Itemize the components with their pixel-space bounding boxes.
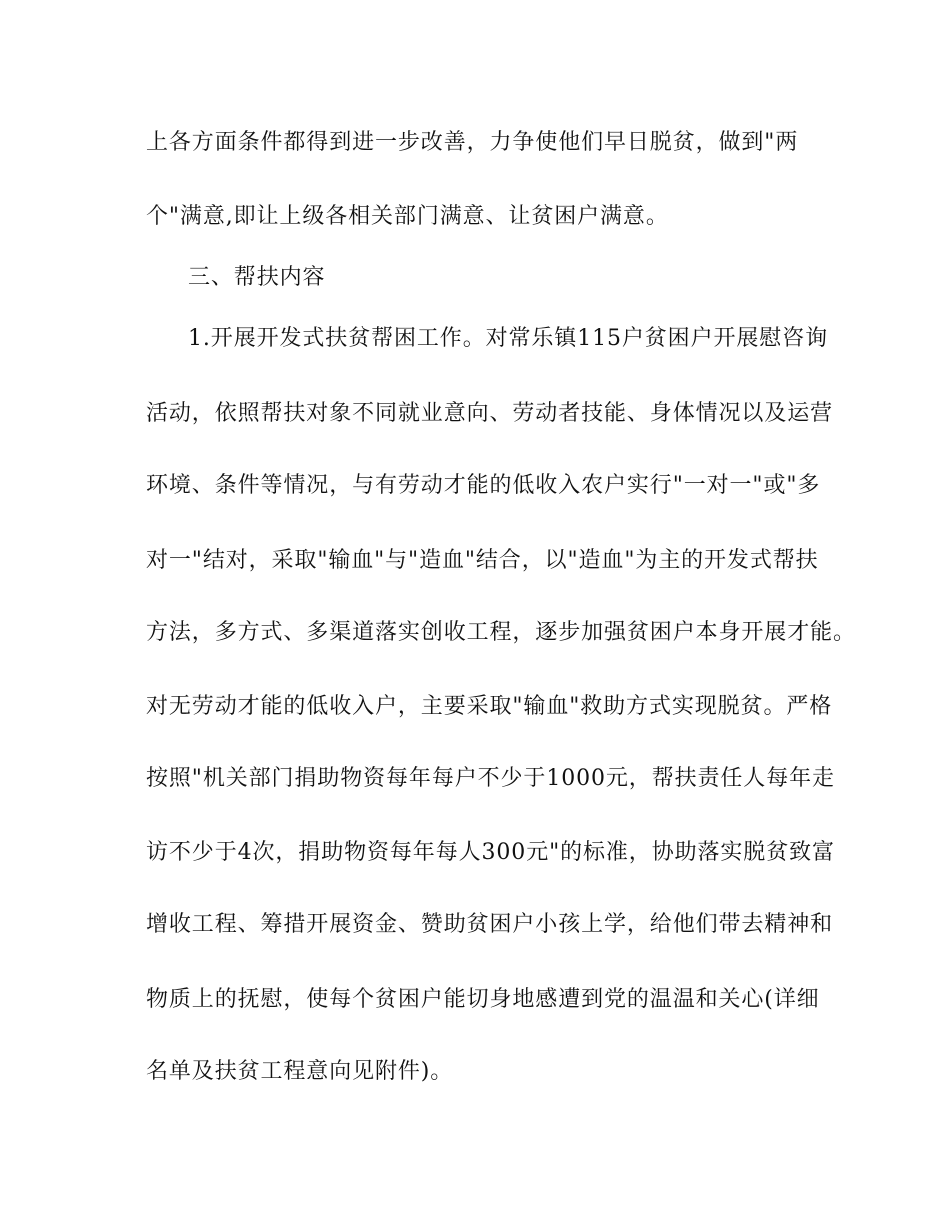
paragraph-line-2: 个"满意,即让上级各相关部门满意、让贫困户满意。	[146, 204, 669, 229]
paragraph-line-5: 环境、条件等情况，与有劳动才能的低收入农户实行"一对一"或"多	[146, 473, 821, 498]
section-heading: 三、帮扶内容	[188, 265, 326, 290]
paragraph-line-3: 1.开展开发式扶贫帮困工作。对常乐镇115户贫困户开展慰咨询	[188, 326, 828, 351]
paragraph-line-1: 上各方面条件都得到进一步改善，力争使他们早日脱贫，做到"两	[146, 130, 799, 155]
paragraph-line-4: 活动，依照帮扶对象不同就业意向、劳动者技能、身体情况以及运营	[146, 401, 834, 426]
paragraph-line-8: 对无劳动才能的低收入户，主要采取"输血"救助方式实现脱贫。严格	[146, 694, 833, 719]
paragraph-line-10: 访不少于4次，捐助物资每年每人300元"的标准，协助落实脱贫致富	[146, 840, 835, 865]
paragraph-line-12: 物质上的抚慰，使每个贫困户能切身地感遭到党的温温和关心(详细	[146, 987, 820, 1012]
paragraph-line-6: 对一"结对，采取"输血"与"造血"结合，以"造血"为主的开发式帮扶	[146, 548, 819, 573]
paragraph-line-9: 按照"机关部门捐助物资每年每户不少于1000元，帮扶责任人每年走	[146, 766, 835, 791]
paragraph-line-11: 增收工程、筹措开展资金、赞助贫困户小孩上学，给他们带去精神和	[146, 912, 834, 937]
paragraph-line-13: 名单及扶贫工程意向见附件)。	[146, 1059, 454, 1084]
paragraph-line-7: 方法，多方式、多渠道落实创收工程，逐步加强贫困户本身开展才能。	[146, 620, 856, 645]
